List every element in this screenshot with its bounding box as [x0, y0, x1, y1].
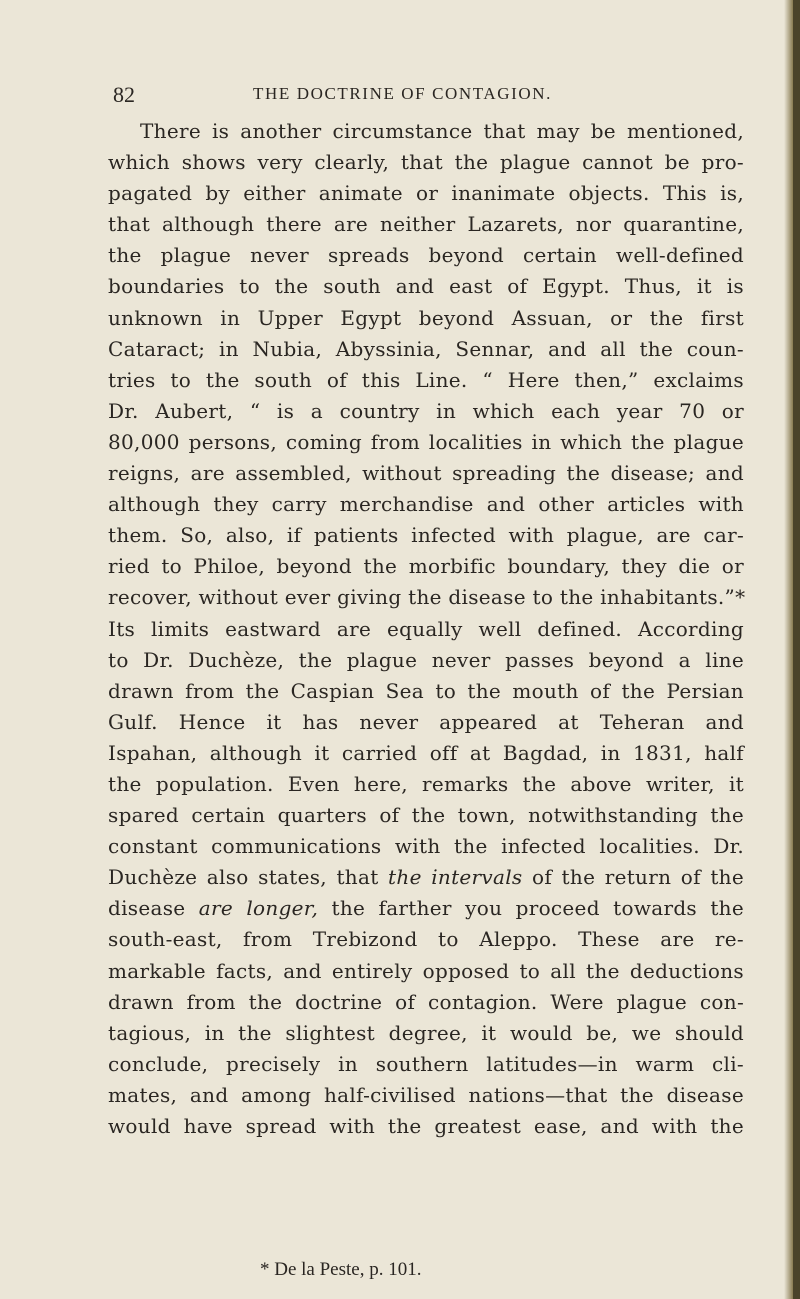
text-line: 80,000 persons, coming from localities in which the plague	[108, 429, 744, 454]
text-line: unknown in Upper Egypt beyond Assuan, or the first	[108, 305, 744, 330]
text-line: would have spread with the greatest ease, and with the	[108, 1114, 744, 1138]
text-line: markable facts, and entirely opposed to all the deductions	[108, 958, 744, 983]
page-edge	[793, 0, 800, 1299]
text-line: although they carry merchandise and other articles with	[108, 492, 744, 517]
text-line: drawn from the doctrine of contagion. Were plague con-	[108, 989, 744, 1014]
page-number: 82	[113, 82, 135, 107]
text-line: Duchèze also states, that the intervals of the return of the	[108, 865, 744, 890]
text-line: which shows very clearly, that the plague cannot be pro-	[108, 150, 744, 175]
text-line: tries to the south of this Line. “ Here then,” exclaims	[108, 367, 744, 392]
text-line: Ispahan, although it carried off at Bagdad, in 1831, half	[108, 740, 744, 765]
text-line: Its limits eastward are equally well defined. According	[108, 616, 744, 641]
text-line: drawn from the Caspian Sea to the mouth of the Persian	[108, 678, 744, 703]
text-line: reigns, are assembled, without spreading the disease; and	[108, 461, 744, 486]
page-header	[113, 82, 733, 108]
text-line: boundaries to the south and east of Egypt. Thus, it is	[108, 274, 744, 299]
text-line: them. So, also, if patients infected with plague, are car-	[108, 523, 744, 548]
text-line: recover, without ever giving the disease to the inhabitants.”*	[108, 585, 746, 610]
text-line: ried to Philoe, beyond the morbific boundary, they die or	[108, 554, 744, 579]
text-line: disease are longer, the farther you proceed towards the	[108, 896, 745, 921]
text-line: the population. Even here, remarks the above writer, it	[108, 771, 744, 796]
text-line: conclude, precisely in southern latitudes—in warm cli-	[108, 1051, 744, 1076]
footnote: * De la Peste, p. 101.	[260, 1259, 422, 1280]
body-text	[108, 116, 744, 1142]
text-line: to Dr. Duchèze, the plague never passes beyond a line	[108, 647, 744, 672]
text-line: that although there are neither Lazarets, nor quarantine,	[108, 212, 744, 237]
text-line: Cataract; in Nubia, Abyssinia, Sennar, and all the coun-	[108, 336, 744, 361]
text-line: Gulf. Hence it has never appeared at Teheran and	[108, 709, 744, 734]
text-line: spared certain quarters of the town, notwithstanding the	[108, 803, 744, 828]
text-line: There is another circumstance that may be mentioned,	[140, 119, 744, 143]
text-line: south-east, from Trebizond to Aleppo. These are re-	[108, 927, 744, 952]
text-line: Dr. Aubert, “ is a country in which each year 70 or	[108, 398, 744, 423]
text-line: the plague never spreads beyond certain well-defined	[108, 243, 744, 268]
text-line: tagious, in the slightest degree, it would be, we should	[108, 1020, 744, 1045]
running-head: THE DOCTRINE OF CONTAGION.	[253, 84, 552, 103]
text-line: mates, and among half-civilised nations—that the disease	[108, 1082, 744, 1107]
text-line: constant communications with the infected localities. Dr.	[108, 834, 744, 859]
text-line: pagated by either animate or inanimate objects. This is,	[108, 181, 744, 206]
